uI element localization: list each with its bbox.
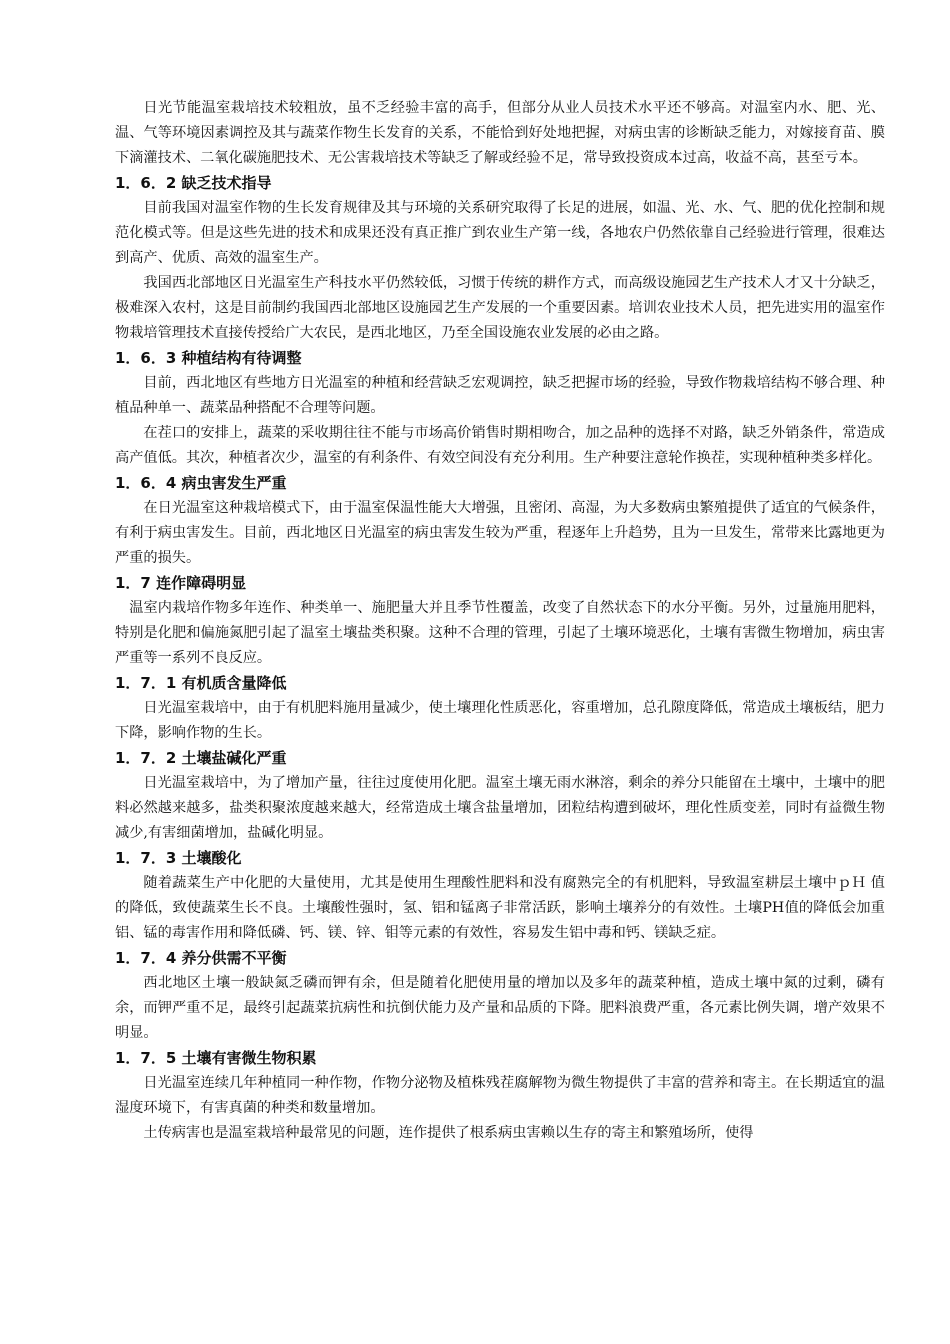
paragraph: 目前我国对温室作物的生长发育规律及其与环境的关系研究取得了长足的进展，如温、光、水、气、肥的优化控制和规范化模式等。但是这些先进的技术和成果还没有真正推广到农业生产第一线，各地农户仍然依靠自己经验进行管理，很难达到高产、优质、高效的温室生产。 <box>115 200 885 266</box>
section-heading: 1．7．1 有机质含量降低 <box>115 674 287 692</box>
paragraph: 我国西北部地区日光温室生产科技水平仍然较低，习惯于传统的耕作方式，而高级设施园艺生产技术人才又十分缺乏，极难深入农村，这是目前制约我国西北部地区设施园艺生产发展的一个重要因素。培训农业技术人员，把先进实用的温室作物栽培管理技术直接传授给广大农民，是西北地区，乃至全国设施农业发展的必由之路。 <box>115 275 885 341</box>
section-heading: 1．6．3 种植结构有待调整 <box>115 349 302 367</box>
section-heading: 1．7 连作障碍明显 <box>115 574 247 592</box>
paragraph: 随着蔬菜生产中化肥的大量使用，尤其是使用生理酸性肥料和没有腐熟完全的有机肥料，导致温室耕层土壤中ｐＨ 值的降低，致使蔬菜生长不良。土壤酸性强时，氢、铝和锰离子非常活跃，影响土壤养分的有效性。土壤PH值的降低会加重铝、锰的毒害作用和降低磷、钙、镁、锌、钼等元素的有效性，容易发生铝中毒和钙、镁缺乏症。 <box>115 875 885 941</box>
section-heading: 1．7．4 养分供需不平衡 <box>115 949 287 967</box>
section-heading: 1．6．4 病虫害发生严重 <box>115 474 287 492</box>
section-heading: 1．7．5 土壤有害微生物积累 <box>115 1049 317 1067</box>
paragraph: 日光温室栽培中，为了增加产量，往往过度使用化肥。温室土壤无雨水淋溶，剩余的养分只能留在土壤中，土壤中的肥料必然越来越多，盐类积聚浓度越来越大，经常造成土壤含盐量增加，团粒结构遭到破坏，理化性质变差，同时有益微生物减少,有害细菌增加，盐碱化明显。 <box>115 775 885 841</box>
paragraph: 西北地区土壤一般缺氮乏磷而钾有余，但是随着化肥使用量的增加以及多年的蔬菜种植，造成土壤中氮的过剩，磷有余，而钾严重不足，最终引起蔬菜抗病性和抗倒伏能力及产量和品质的下降。肥料浪费严重，各元素比例失调，增产效果不明显。 <box>115 975 885 1041</box>
section-heading: 1．7．3 土壤酸化 <box>115 849 242 867</box>
paragraph: 土传病害也是温室栽培种最常见的问题，连作提供了根系病虫害赖以生存的寄主和繁殖场所，使得 <box>143 1125 754 1141</box>
paragraph: 在茬口的安排上，蔬菜的采收期往往不能与市场高价销售时期相吻合，加之品种的选择不对路，缺乏外销条件，常造成高产值低。其次，种植者次少，温室的有利条件、有效空间没有充分利用。生产种要注意轮作换茬，实现种植种类多样化。 <box>115 425 885 466</box>
paragraph: 日光温室连续几年种植同一种作物，作物分泌物及植株残茬腐解物为微生物提供了丰富的营养和寄主。在长期适宜的温湿度环境下，有害真菌的种类和数量增加。 <box>115 1075 885 1116</box>
paragraph: 目前，西北地区有些地方日光温室的种植和经营缺乏宏观调控，缺乏把握市场的经验，导致作物栽培结构不够合理、种植品种单一、蔬菜品种搭配不合理等问题。 <box>115 375 885 416</box>
paragraph: 温室内栽培作物多年连作、种类单一、施肥量大并且季节性覆盖，改变了自然状态下的水分平衡。另外，过量施用肥料，特别是化肥和偏施氮肥引起了温室土壤盐类积聚。这种不合理的管理，引起了土壤环境恶化，土壤有害微生物增加，病虫害严重等一系列不良反应。 <box>115 600 885 666</box>
section-heading: 1．7．2 土壤盐碱化严重 <box>115 749 287 767</box>
document-page <box>115 96 885 1146</box>
section-heading: 1．6．2 缺乏技术指导 <box>115 174 272 192</box>
paragraph: 日光节能温室栽培技术较粗放，虽不乏经验丰富的高手，但部分从业人员技术水平还不够高。对温室内水、肥、光、温、气等环境因素调控及其与蔬菜作物生长发育的关系，不能恰到好处地把握，对病虫害的诊断缺乏能力，对嫁接育苗、膜下滴灌技术、二氧化碳施肥技术、无公害栽培技术等缺乏了解或经验不足，常导致投资成本过高，收益不高，甚至亏本。 <box>115 100 885 166</box>
paragraph: 在日光温室这种栽培模式下，由于温室保温性能大大增强，且密闭、高湿，为大多数病虫繁殖提供了适宜的气候条件，有利于病虫害发生。目前，西北地区日光温室的病虫害发生较为严重，程逐年上升趋势，且为一旦发生，常带来比露地更为严重的损失。 <box>115 500 885 566</box>
paragraph: 日光温室栽培中，由于有机肥料施用量减少，使土壤理化性质恶化，容重增加，总孔隙度降低，常造成土壤板结，肥力下降，影响作物的生长。 <box>115 700 885 741</box>
